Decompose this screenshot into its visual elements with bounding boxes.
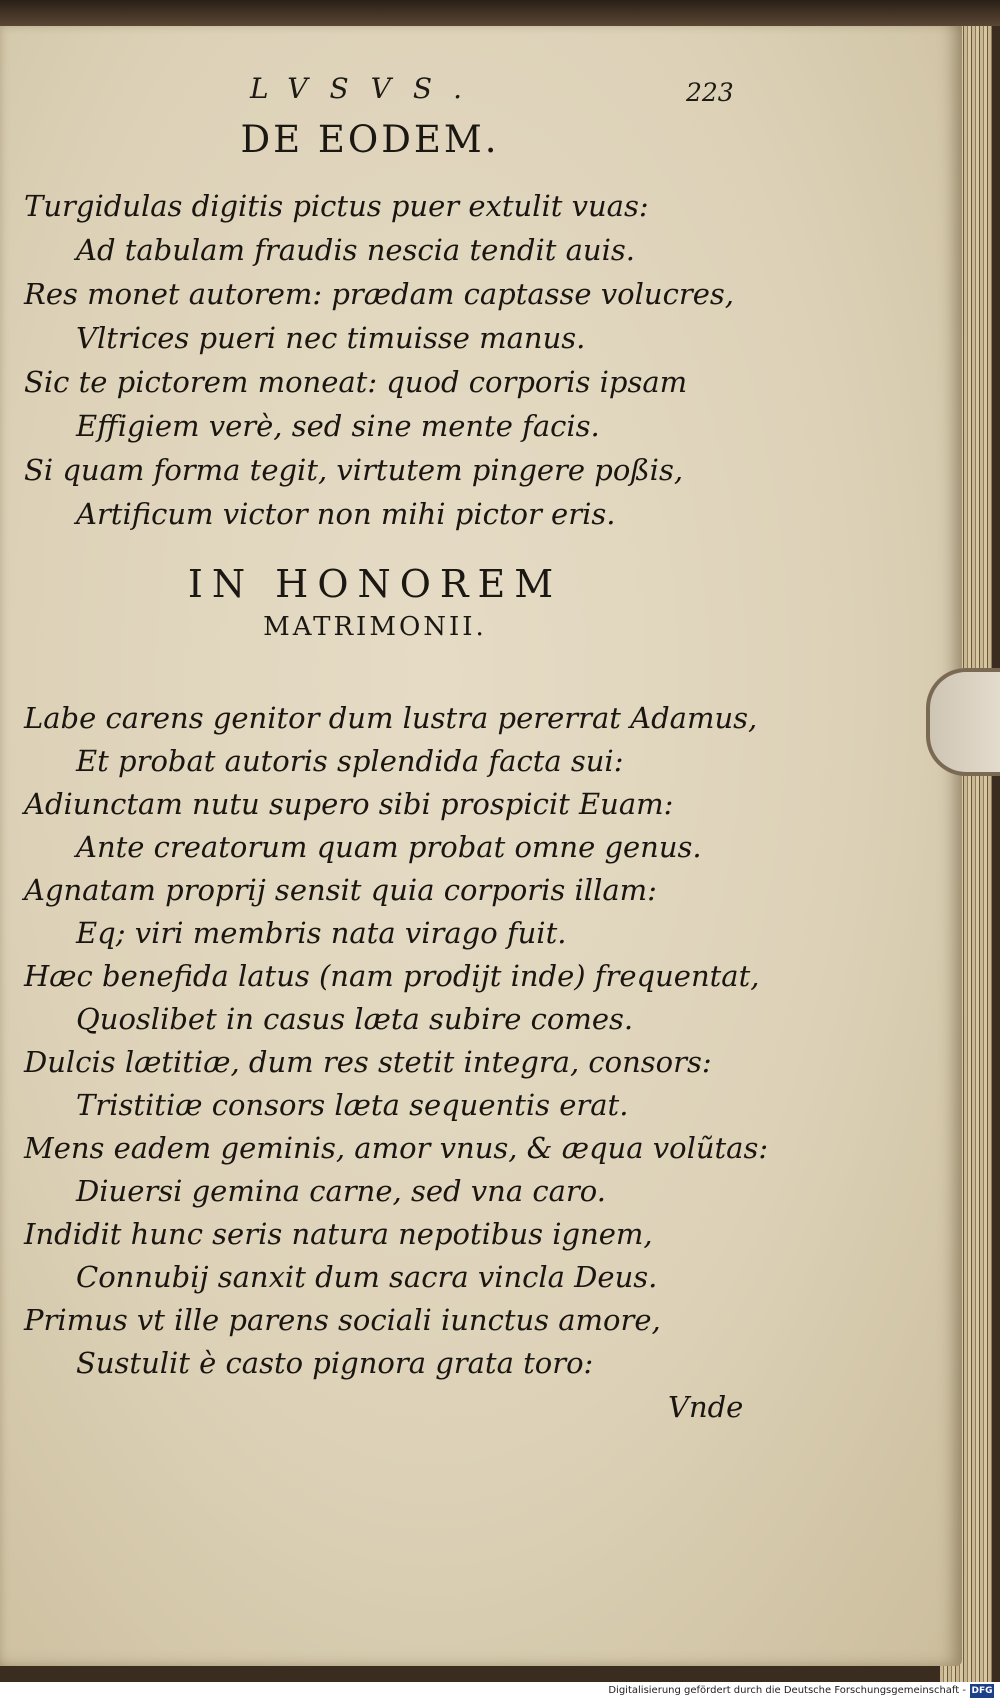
poem-line: Hæc benefida latus (nam prodijt inde) frequentat, — [24, 959, 760, 993]
poem-line: Si quam forma tegit, virtutem pingere poßis, — [24, 453, 684, 487]
poem2-subtitle: MATRIMONII. — [263, 612, 487, 642]
dfg-logo: DFG — [971, 1686, 993, 1696]
poem-line: Indidit hunc seris natura nepotibus ignem, — [24, 1217, 653, 1251]
top-edge-shadow — [0, 0, 1000, 26]
catchword: Vnde — [668, 1390, 744, 1424]
poem-line: Res monet autorem: prædam captasse volucres, — [24, 277, 734, 311]
poem-line: Vltrices pueri nec timuisse manus. — [76, 321, 586, 355]
poem-line: Connubij sanxit dum sacra vincla Deus. — [76, 1260, 658, 1294]
page-number: 223 — [686, 78, 734, 107]
poem-line: Sic te pictorem moneat: quod corporis ipsam — [24, 365, 688, 399]
poem-line: Mens eadem geminis, amor vnus, & æqua volũtas: — [24, 1131, 769, 1165]
poem1-title: DE EODEM. — [240, 118, 500, 161]
poem-line: Dulcis lætitiæ, dum res stetit integra, consors: — [24, 1045, 712, 1079]
poem-line: Agnatam proprij sensit quia corporis illam: — [24, 873, 657, 907]
poem-line: Labe carens genitor dum lustra pererrat Adamus, — [24, 701, 758, 735]
poem-line: Ad tabulam fraudis nescia tendit auis. — [76, 233, 635, 267]
poem-line: Eq; viri membris nata virago fuit. — [76, 916, 567, 950]
footer-credit: Digitalisierung gefördert durch die Deutsche Forschungsgemeinschaft - — [608, 1685, 966, 1696]
poem-line: Diuersi gemina carne, sed vna caro. — [76, 1174, 606, 1208]
poem-line: Ante creatorum quam probat omne genus. — [76, 830, 702, 864]
poem-line: Et probat autoris splendida facta sui: — [76, 744, 624, 778]
poem-line: Effigiem verè, sed sine mente facis. — [76, 409, 600, 443]
poem-line: Primus vt ille parens sociali iunctus amore, — [24, 1303, 661, 1337]
page-clip — [926, 668, 1000, 776]
poem-line: Adiunctam nutu supero sibi prospicit Euam: — [24, 787, 674, 821]
poem-line: Quoslibet in casus læta subire comes. — [76, 1002, 634, 1036]
running-head: LVSVS. — [250, 72, 484, 105]
poem-line: Artificum victor non mihi pictor eris. — [76, 497, 616, 531]
poem-line: Sustulit è casto pignora grata toro: — [76, 1346, 594, 1380]
poem2-title: IN HONOREM — [187, 562, 563, 606]
poem-line: Tristitiæ consors læta sequentis erat. — [76, 1088, 629, 1122]
poem-line: Turgidulas digitis pictus puer extulit vuas: — [24, 189, 649, 223]
